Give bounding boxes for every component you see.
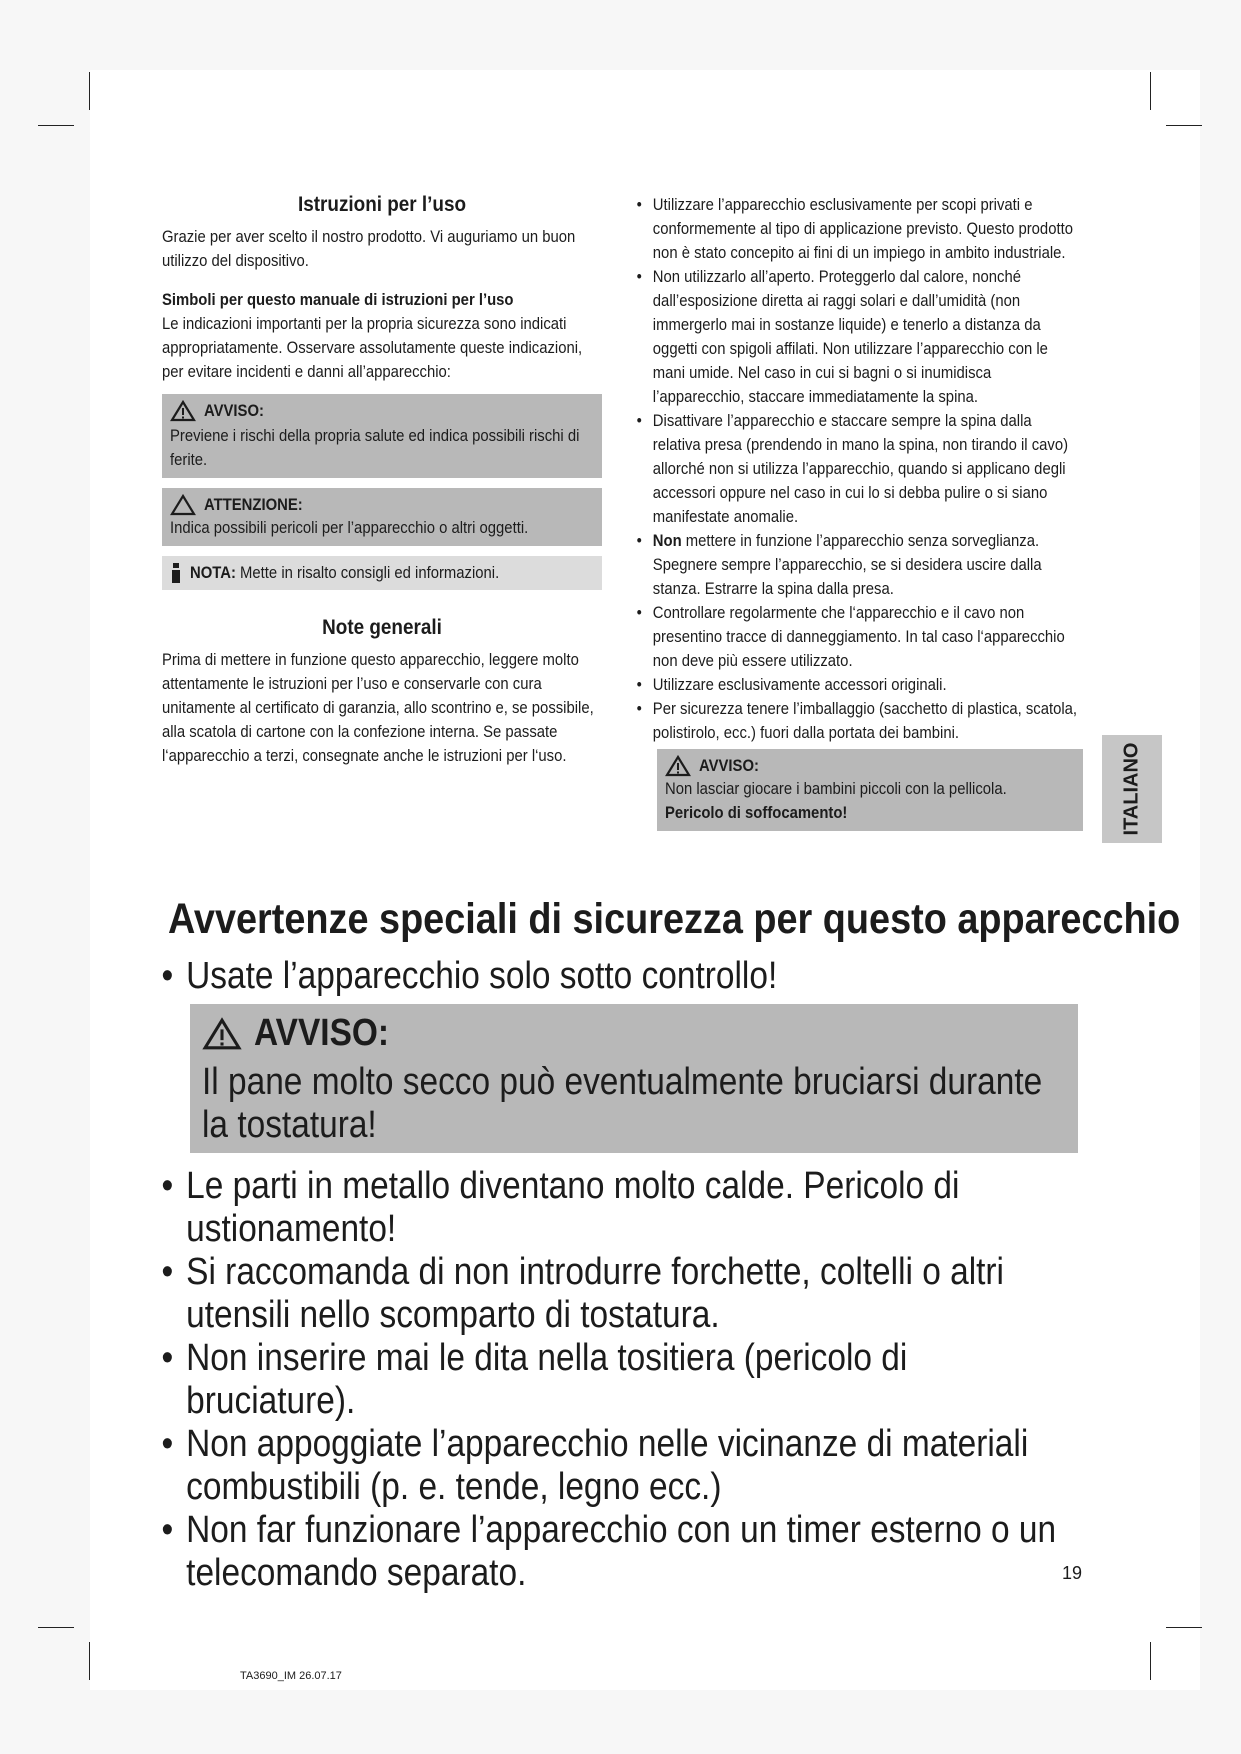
symbols-heading: Simboli per questo manuale di istruzioni per l’uso [162, 291, 514, 309]
nota-box [162, 556, 602, 590]
special-section [158, 955, 1078, 1595]
list-item: • Non far funzionare l’apparecchio con un timer esterno o un telecomando separato. [158, 1509, 1081, 1595]
list-item: • Per sicurezza tenere l’imballaggio (sacchetto di plastica, scatola, polistirolo, ecc.) fuori dalla portata dei bambini. [633, 697, 1083, 745]
symbols-text: Le indicazioni importanti per la propria sicurezza sono indicati appropriatamente. Osservare assolutamente queste indicazioni, per evitare incidenti e danni all’apparecchio: [162, 315, 583, 381]
list-item: • Disattivare l’apparecchio e staccare sempre la spina dalla relativa presa (prendendo in mano la spina, non tirando il cavo) allorché non si utilizza l’apparecchio, quando si applicano degli accessori oppure nel caso in cui lo si debba pulire o si siano manifestate anomalie. [633, 409, 1083, 529]
crop-mark [1150, 72, 1151, 110]
list-item: • Usate l’apparecchio solo sotto controllo! [158, 955, 1081, 998]
crop-mark [38, 1627, 74, 1628]
avviso-label-large: AVVISO: [254, 1012, 390, 1054]
list-item: • Non appoggiate l’apparecchio nelle vicinanze di materiali combustibili (p. e. tende, legno ecc.) [158, 1423, 1081, 1509]
general-notes-title: Note generali [322, 616, 442, 639]
bullet-non-rest: mettere in funzione l’apparecchio senza sorveglianza. Spegnere sempre l’apparecchio, se si desidera uscire dalla stanza. Estrarre la spina dalla presa. [652, 532, 1042, 598]
nota-text: Mette in risalto consigli ed informazioni. [240, 563, 500, 582]
instructions-title: Istruzioni per l’uso [297, 193, 467, 216]
avviso-label: AVVISO: [204, 401, 264, 420]
crop-mark [38, 125, 74, 126]
attenzione-box [162, 488, 602, 546]
list-item: • Utilizzare esclusivamente accessori originali. [633, 673, 1083, 697]
avviso-text-large: Il pane molto secco può eventualmente bruciarsi durante la tostatura! [202, 1061, 1043, 1146]
list-item [633, 529, 1083, 601]
avviso-box [162, 394, 602, 478]
avviso-text: Previene i rischi della propria salute ed indica possibili rischi di ferite. [170, 427, 580, 469]
avviso-bold-right: Pericolo di soffocamento! [665, 804, 848, 822]
warning-triangle-icon [665, 755, 691, 777]
list-item: • Non inserire mai le dita nella tositiera (pericolo di bruciature). [158, 1337, 1081, 1423]
caution-triangle-icon [170, 494, 196, 516]
list-item: • Controllare regolarmente che l‘apparecchio e il cavo non presentino tracce di danneggiamento. In tal caso l‘apparecchio non deve più essere utilizzato. [633, 601, 1083, 673]
list-item: • Non utilizzarlo all’aperto. Proteggerlo dal calore, nonché dall’esposizione diretta ai raggi solari e dall’umidità (non immergerlo mai in sostanze liquide) e tenerlo a distanza da oggetti con spigoli affilati. Non utilizzare l’apparecchio con le mani umide. Nel caso in cui si bagni o si inumidisca l’apparecchio, staccare immediatamente la spina. [633, 265, 1083, 409]
page-number: 19 [1062, 1563, 1083, 1583]
avviso-box-right [657, 749, 1083, 831]
avviso-text-right: Non lasciar giocare i bambini piccoli con la pellicola. [665, 780, 1007, 798]
language-side-tab [1102, 735, 1162, 843]
warning-triangle-icon [202, 1017, 242, 1051]
crop-mark [1166, 1627, 1202, 1628]
list-item: • Utilizzare l’apparecchio esclusivamente per scopi privati e conformemente al tipo di applicazione previsto. Questo prodotto non è stato concepito ai fini di un impiego in ambito industriale. [633, 193, 1083, 265]
info-icon [170, 562, 182, 584]
list-item: • Si raccomanda di non introdurre forchette, coltelli o altri utensili nello scomparto di tostatura. [158, 1251, 1081, 1337]
list-item: • Le parti in metallo diventano molto calde. Pericolo di ustionamento! [158, 1165, 1081, 1251]
crop-mark [89, 72, 90, 110]
special-safety-title: Avvertenze speciali di sicurezza per questo apparecchio [168, 895, 1181, 943]
right-column [633, 193, 1083, 831]
attenzione-text: Indica possibili pericoli per l’apparecchio o altri oggetti. [170, 519, 529, 537]
nota-label: NOTA: [190, 563, 236, 582]
avviso-label-right: AVVISO: [699, 756, 759, 775]
crop-mark [1150, 1642, 1151, 1680]
warning-triangle-icon [170, 400, 196, 422]
bullet-non-bold: Non [652, 532, 682, 550]
language-label: ITALIANO [1120, 742, 1143, 836]
avviso-box-large [190, 1004, 1078, 1153]
general-notes-text: Prima di mettere in funzione questo apparecchio, leggere molto attentamente le istruzioni per l’uso e conservarle con cura unitamente al certificato di garanzia, allo scontrino e, se possibile, alla scatola di cartone con la confezione interna. Se passate l‘apparecchio a terzi, consegnate anche le istruzioni per l‘uso. [162, 651, 594, 765]
footer-code: TA3690_IM 26.07.17 [240, 1670, 342, 1682]
intro-text: Grazie per aver scelto il nostro prodotto. Vi auguriamo un buon utilizzo del dispositivo. [162, 228, 576, 270]
attenzione-label: ATTENZIONE: [204, 495, 303, 514]
left-column [162, 193, 602, 768]
crop-mark [89, 1642, 90, 1680]
crop-mark [1166, 125, 1202, 126]
